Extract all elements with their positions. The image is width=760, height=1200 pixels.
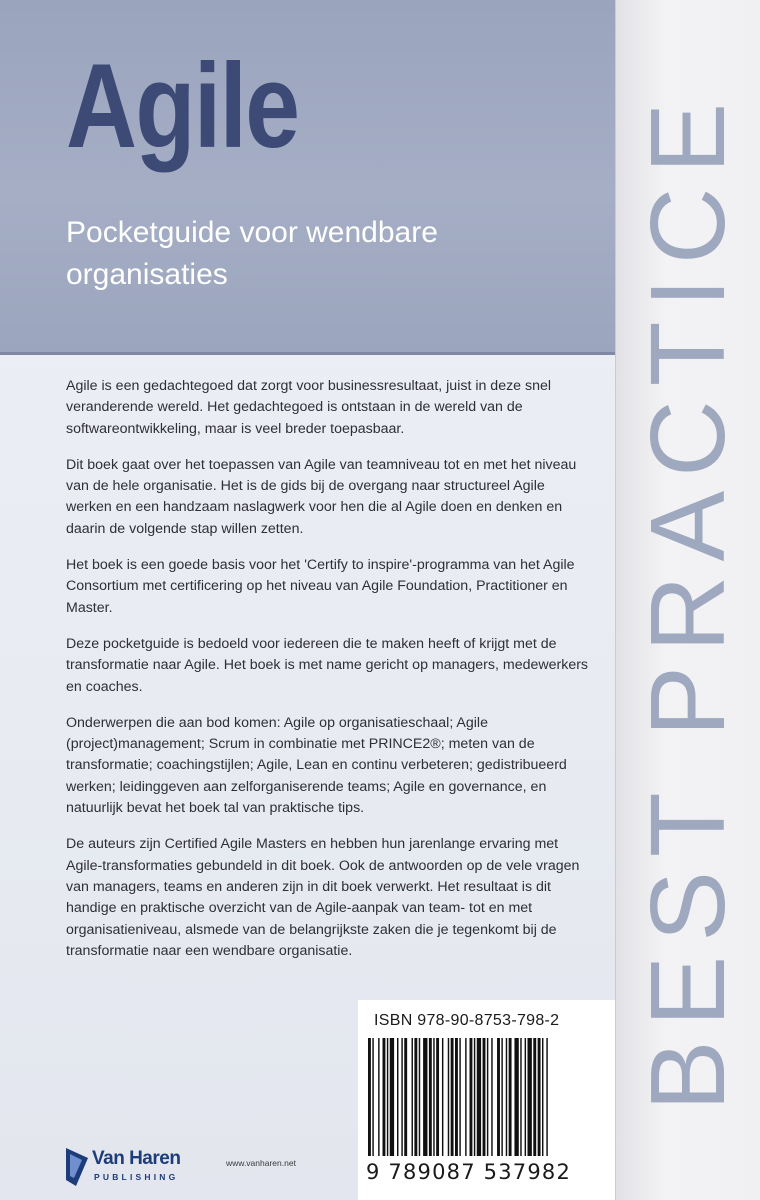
barcode-bar	[470, 1038, 473, 1156]
barcode-bar	[483, 1038, 486, 1156]
book-title: Agile	[66, 39, 299, 173]
barcode-bar	[533, 1038, 536, 1156]
barcode-bar	[474, 1038, 475, 1156]
barcode-bar	[390, 1038, 394, 1156]
barcode-bar	[497, 1038, 500, 1156]
header-divider	[0, 352, 615, 355]
blurb-paragraph: Dit boek gaat over het toepassen van Agile van teamniveau tot en met het niveau van de hele organisatie. Het is de gids bij de overgang naar structureel Agile werken en een handzaam naslagwerk voor hen die al Agile doen en denken en daarin de volgende stap willen zetten.	[66, 456, 577, 537]
barcode-bar	[506, 1038, 507, 1156]
barcode-bar	[528, 1038, 532, 1156]
barcode-bar	[491, 1038, 492, 1156]
barcode-bar	[546, 1038, 547, 1156]
blurb-paragraph: Onderwerpen die aan bod komen: Agile op organisatieschaal; Agile (project)management; Scrum in combinatie met PRINCE2®; meten van de transformatie; coachingstijlen; Agile, Lean en continu verbeteren; gedistribueerd werken; leidinggeven aan zelforganiserende teams; Agile en governance, en natuurlijk bevat het boek tal van praktische tips.	[66, 714, 567, 817]
publisher-name: Van Haren	[92, 1148, 181, 1169]
barcode-bar	[419, 1038, 420, 1156]
barcode-bar	[465, 1038, 466, 1156]
blurb-paragraph: Deze pocketguide is bedoeld voor iedereen die te maken heeft of krijgt met de transformatie naar Agile. Het boek is met name gericht op managers, medewerkers en coaches.	[66, 635, 589, 695]
barcode-bar	[404, 1038, 407, 1156]
publisher-website: www.vanharen.net	[226, 1158, 296, 1168]
barcode-bar	[455, 1038, 458, 1156]
barcode-bar	[459, 1038, 460, 1156]
barcode-bar	[433, 1038, 434, 1156]
barcode-bar	[542, 1038, 543, 1156]
blurb-paragraph: De auteurs zijn Certified Agile Masters en hebben hun jarenlange ervaring met Agile-transformaties gebundeld in dit boek. Ook de antwoorden op de vele vragen van managers, teams en anderen zijn in dit boek verwerkt. Het resultaat is dit handige en praktische overzicht van de Agile-aanpak van team- tot en met organisatieniveau, alsmede van de belangrijkste zaken die je tegenkomt bij de transformatie naar een wendbare organisatie.	[66, 836, 580, 959]
barcode-bar	[514, 1038, 518, 1156]
isbn-label: ISBN 978-90-8753-798-2	[374, 1012, 560, 1029]
barcode-bar	[451, 1038, 454, 1156]
barcode-bar	[477, 1038, 481, 1156]
barcode-bar	[412, 1038, 413, 1156]
barcode-bar	[436, 1038, 439, 1156]
barcode-bar	[448, 1038, 449, 1156]
barcode-bar	[509, 1038, 512, 1156]
barcode-bar	[383, 1038, 386, 1156]
barcode-bar	[378, 1038, 379, 1156]
barcode-bar	[442, 1038, 443, 1156]
spine-series-label: BEST PRACTICE	[629, 88, 747, 1112]
barcode-bar	[538, 1038, 541, 1156]
blurb-paragraph: Het boek is een goede basis voor het 'Certify to inspire'-programma van het Agile Consortium met certificering op het niveau van Agile Foundation, Practitioner en Master.	[66, 557, 575, 616]
barcode-bar	[397, 1038, 398, 1156]
barcode-bar	[387, 1038, 388, 1156]
blurb-paragraph: Agile is een gedachtegoed dat zorgt voor businessresultaat, juist in deze snel veranderende wereld. Het gedachtegoed is ontstaan in de wereld van de softwareontwikkeling, maar is veel breder toepasbaar.	[66, 378, 552, 437]
book-subtitle: Pocketguide voor wendbare organisaties	[66, 216, 438, 291]
barcode-bar	[429, 1038, 432, 1156]
publisher-logo	[66, 1140, 226, 1190]
barcode-bar	[520, 1038, 521, 1156]
barcode-bar	[414, 1038, 417, 1156]
barcode-bar	[372, 1038, 373, 1156]
barcode-bar	[368, 1038, 371, 1156]
publisher-subtitle: PUBLISHING	[94, 1172, 179, 1182]
barcode-bar	[401, 1038, 402, 1156]
blurb-text	[66, 376, 594, 977]
barcode-image	[366, 1038, 608, 1156]
barcode-bar	[423, 1038, 427, 1156]
barcode-digits: 9 789087 537982	[366, 1160, 572, 1184]
barcode-bar	[525, 1038, 526, 1156]
barcode-bar	[501, 1038, 502, 1156]
barcode-bar	[487, 1038, 488, 1156]
